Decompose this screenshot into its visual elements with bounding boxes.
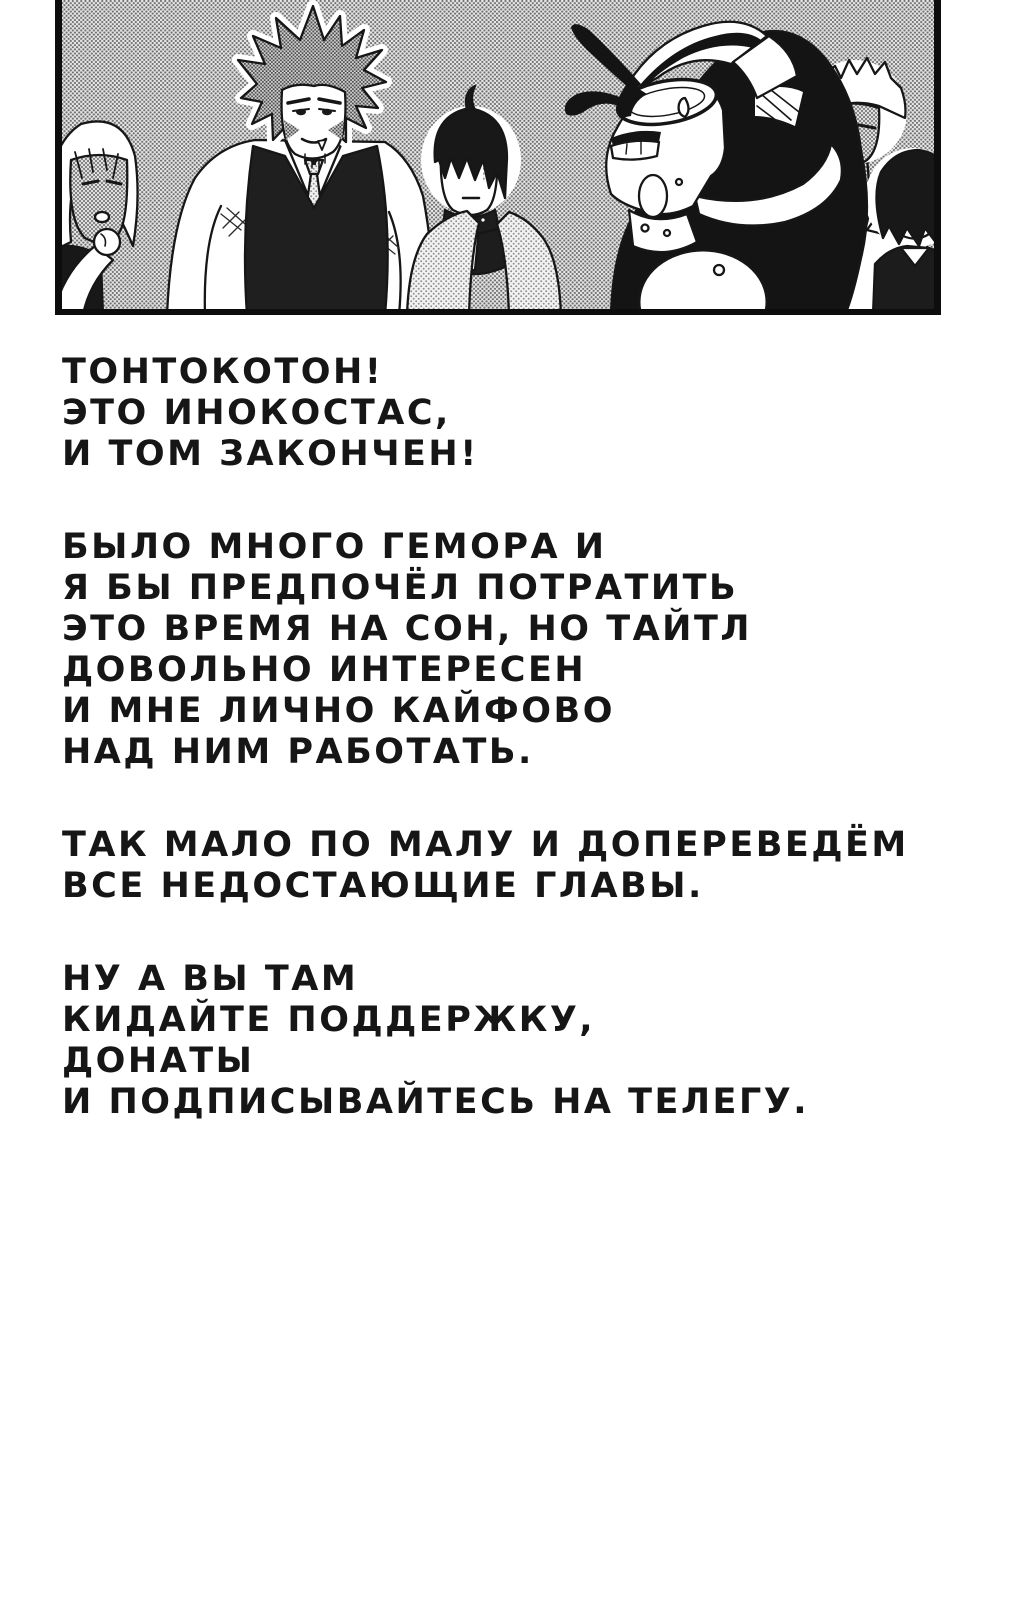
note-line: НАД НИМ РАБОТАТЬ. bbox=[62, 732, 534, 772]
note-line: Я БЫ ПРЕДПОЧЁЛ ПОТРАТИТЬ bbox=[62, 568, 739, 608]
note-paragraph-1 bbox=[62, 352, 962, 475]
note-line: ЭТО ИНОКОСТАС, bbox=[62, 393, 451, 433]
note-paragraph-4 bbox=[62, 959, 962, 1123]
note-line: ДОНАТЫ bbox=[62, 1041, 255, 1081]
note-line: КИДАЙТЕ ПОДДЕРЖКУ, bbox=[62, 1000, 596, 1040]
note-line: ТОНТОКОТОН! bbox=[62, 352, 384, 392]
note-line: НУ А ВЫ ТАМ bbox=[62, 959, 359, 999]
note-line: ТАК МАЛО ПО МАЛУ И ДОПЕРЕВЕДЁМ bbox=[62, 825, 909, 865]
note-line: ВСЕ НЕДОСТАЮЩИЕ ГЛАВЫ. bbox=[62, 866, 704, 906]
manga-panel bbox=[55, 0, 941, 315]
note-paragraph-2 bbox=[62, 527, 962, 773]
note-line: БЫЛО МНОГО ГЕМОРА И bbox=[62, 527, 607, 567]
note-line: И МНЕ ЛИЧНО КАЙФОВО bbox=[62, 691, 615, 731]
note-line: И ТОМ ЗАКОНЧЕН! bbox=[62, 434, 479, 474]
panel-artwork bbox=[55, 0, 941, 315]
note-line: ЭТО ВРЕМЯ НА СОН, НО ТАЙТЛ bbox=[62, 609, 752, 649]
note-line: ДОВОЛЬНО ИНТЕРЕСЕН bbox=[62, 650, 587, 690]
note-paragraph-3 bbox=[62, 825, 962, 907]
note-line: И ПОДПИСЫВАЙТЕСЬ НА ТЕЛЕГУ. bbox=[62, 1082, 810, 1122]
translator-note bbox=[62, 352, 962, 1175]
